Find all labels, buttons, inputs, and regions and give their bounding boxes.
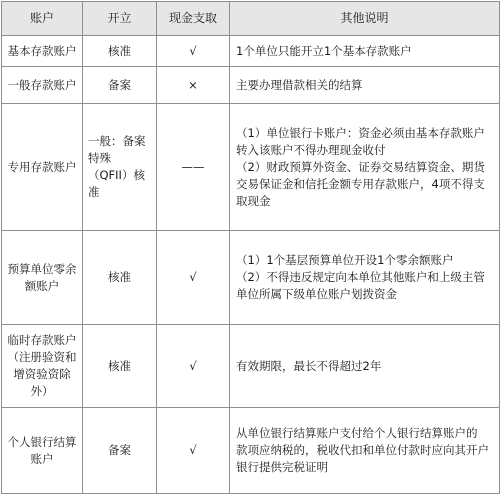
- notes-cell: [230, 231, 500, 325]
- opening-line: 一般：备案: [88, 134, 146, 148]
- notes-line: （1）单位银行卡账户：资金必须由基本存款账户: [236, 125, 485, 140]
- header-notes: 其他说明: [230, 2, 500, 36]
- table-row: [2, 104, 500, 231]
- opening-line: 备案: [108, 443, 131, 457]
- opening-type-text: [83, 133, 156, 201]
- account-cell: [2, 104, 83, 231]
- header-opening: 开立: [83, 2, 157, 36]
- notes-line: 银行提供完税证明: [236, 460, 328, 474]
- header-cash: 现金支取: [157, 2, 230, 36]
- account-cell: [2, 325, 83, 408]
- notes-cell: [230, 325, 500, 408]
- cash-cell: √: [157, 408, 230, 494]
- account-cell: [2, 231, 83, 325]
- table-row: [2, 36, 500, 67]
- notes-line: 转入该账户不得办理现金收付: [236, 142, 386, 157]
- notes-line: （2）财政预算外资金、证券交易结算资金、期货: [236, 159, 485, 174]
- opening-cell: [83, 231, 157, 325]
- account-line: 额账户: [24, 278, 60, 293]
- notes-line: （1）1个基层预算单位开设1个零余额账户: [236, 253, 454, 267]
- account-cell: [2, 67, 83, 104]
- notes-cell: [230, 408, 500, 494]
- table-row: [2, 231, 500, 325]
- notes-line: 取现金: [236, 193, 271, 208]
- opening-cell: [83, 36, 157, 67]
- cash-cell: √: [157, 325, 230, 408]
- notes-line: 单位所属下级单位账户划拨资金: [236, 287, 397, 301]
- account-comparison-table: [1, 1, 500, 494]
- cash-cell: ×: [157, 67, 230, 104]
- opening-line: 核准: [108, 358, 131, 373]
- account-line: 个人银行结算: [7, 434, 77, 449]
- table-row: [2, 325, 500, 408]
- opening-cell: [83, 104, 157, 231]
- opening-line: 备案: [108, 77, 131, 92]
- notes-line: 主要办理借款相关的结算: [236, 77, 363, 92]
- account-line: 专用存款账户: [7, 159, 77, 174]
- account-line: 账户: [30, 451, 54, 466]
- cash-cell: √: [157, 36, 230, 67]
- account-line: 一般存款账户: [7, 77, 77, 92]
- notes-line: 款项应纳税的，税收代扣和单位付款时应向其开户: [236, 443, 489, 457]
- notes-line: 有效期限，最长不得超过2年: [236, 358, 382, 373]
- notes-line: 交易保证金和信托金额专用存款账户，4项不得支: [236, 176, 485, 191]
- cash-cell: [157, 104, 230, 231]
- notes-line: 1个单位只能开立1个基本存款账户: [236, 43, 412, 58]
- opening-line: （QFII）核: [88, 168, 145, 182]
- opening-line: 准: [88, 185, 100, 199]
- opening-cell: [83, 408, 157, 494]
- cash-cell: √: [157, 231, 230, 325]
- account-cell: [2, 408, 83, 494]
- account-line: 增资验资除: [13, 367, 71, 381]
- opening-line: 核准: [108, 270, 131, 284]
- notes-cell: [230, 36, 500, 67]
- account-line: 外）: [30, 384, 54, 398]
- notes-cell: [230, 104, 500, 231]
- account-line: （注册验资和: [7, 350, 77, 364]
- opening-cell: [83, 325, 157, 408]
- cash-dash: ——: [181, 159, 205, 174]
- notes-line: （2）不得违反规定向本单位其他账户和上级主管: [236, 270, 485, 284]
- header-account: 账户: [2, 2, 83, 36]
- header-row: [2, 2, 500, 36]
- notes-line: 从单位银行结算账户支付给个人银行结算账户的: [236, 426, 478, 440]
- account-line: 预算单位零余: [7, 261, 77, 276]
- account-line: 临时存款账户: [7, 333, 77, 347]
- table-row: [2, 67, 500, 104]
- opening-line: 特殊: [88, 151, 111, 165]
- account-cell: [2, 36, 83, 67]
- table-row: [2, 408, 500, 494]
- account-line: 基本存款账户: [7, 43, 77, 58]
- opening-cell: [83, 67, 157, 104]
- notes-cell: [230, 67, 500, 104]
- opening-line: 核准: [108, 43, 131, 58]
